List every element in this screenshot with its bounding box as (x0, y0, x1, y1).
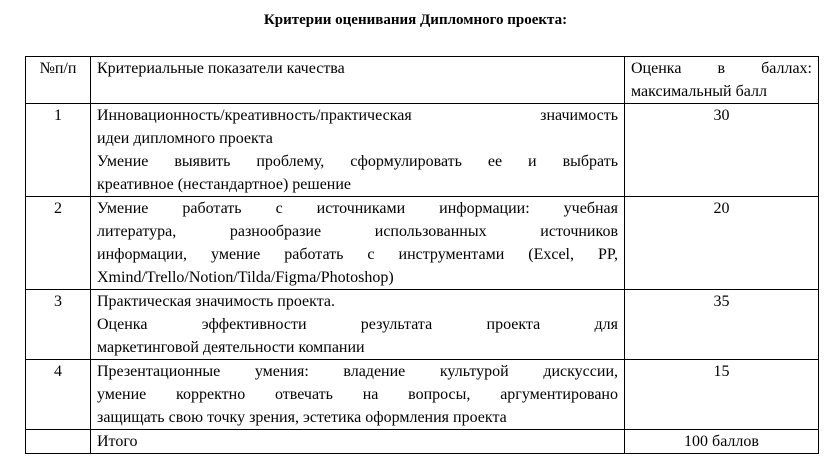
criteria-line: идеи дипломного проекта (97, 130, 273, 147)
criteria-table (25, 56, 819, 454)
criteria-line: Инновационность/креативность/практическая значимость (97, 107, 618, 124)
header-score (625, 57, 819, 104)
row-score: 15 (625, 360, 819, 430)
criteria-line: Оценка эффективности результата проекта для (97, 316, 618, 333)
criteria-line: креативное (нестандартное) решение (97, 176, 352, 193)
table-row (26, 290, 819, 360)
row-num: 3 (26, 290, 91, 360)
criteria-line: литература, разнообразие использованных источников (97, 223, 618, 240)
table-header-row (26, 57, 819, 104)
total-num (26, 430, 91, 454)
row-num: 2 (26, 197, 91, 290)
total-label: Итого (91, 430, 625, 454)
criteria-line: Умение выявить проблему, сформулировать ее и выбрать (97, 153, 618, 170)
header-score-line2: максимальный балл (631, 83, 767, 100)
criteria-line: маркетинговой деятельности компании (97, 339, 365, 356)
row-criteria (91, 360, 625, 430)
row-num: 1 (26, 104, 91, 197)
table-row (26, 197, 819, 290)
criteria-line: Умение работать с источниками информации: учебная (97, 200, 618, 217)
header-num: №п/п (26, 57, 91, 104)
criteria-line: умение корректно отвечать на вопросы, аргументировано (97, 386, 618, 403)
criteria-line: Xmind/Trello/Notion/Tilda/Figma/Photoshop) (97, 269, 394, 286)
row-score: 35 (625, 290, 819, 360)
row-score: 20 (625, 197, 819, 290)
total-score: 100 баллов (625, 430, 819, 454)
page-title: Критерии оценивания Дипломного проекта: (263, 12, 568, 28)
criteria-line: Презентационные умения: владение культурой дискуссии, (97, 363, 618, 380)
row-num: 4 (26, 360, 91, 430)
criteria-line: защищать свою точку зрения, эстетика оформления проекта (97, 409, 507, 426)
table-row (26, 360, 819, 430)
header-score-line1: Оценка в баллах: (631, 60, 812, 77)
row-criteria (91, 104, 625, 197)
header-criteria: Критериальные показатели качества (91, 57, 625, 104)
row-score: 30 (625, 104, 819, 197)
table-row (26, 104, 819, 197)
total-row (26, 430, 819, 454)
row-criteria (91, 197, 625, 290)
criteria-line: Практическая значимость проекта. (97, 293, 335, 310)
criteria-line: информации, умение работать с инструментами (Excel, PP, (97, 246, 618, 263)
row-criteria (91, 290, 625, 360)
